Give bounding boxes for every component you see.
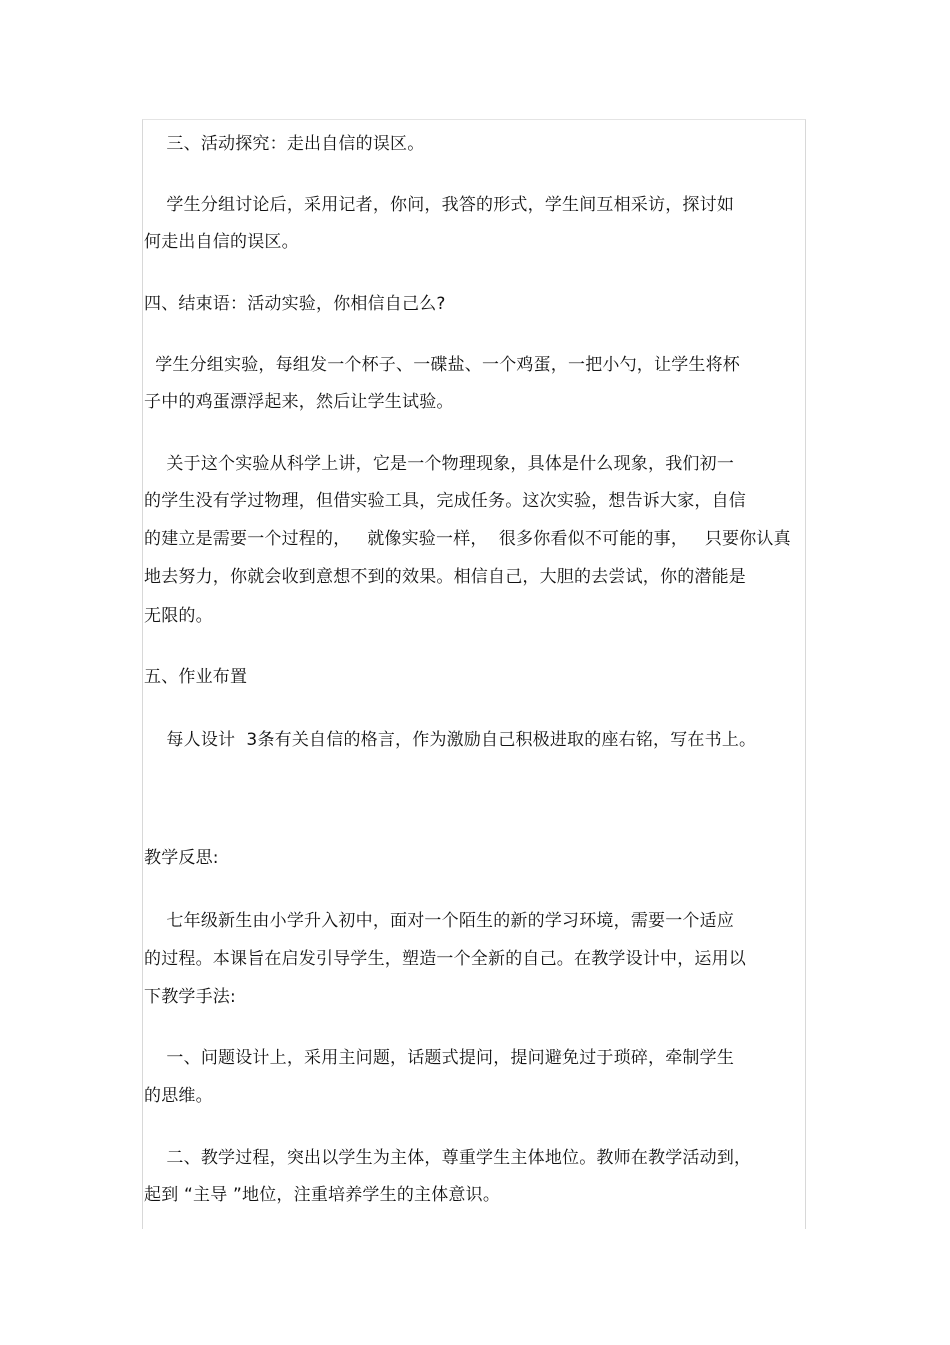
paragraph-line: 学生分组实验，每组发一个杯子、一碟盐、一个鸡蛋，一把小勺，让学生将杯 bbox=[144, 355, 741, 375]
paragraph-line: 起到 “主导 ”地位，注重培养学生的主体意识。 bbox=[144, 1185, 501, 1205]
paragraph-line: 子中的鸡蛋漂浮起来，然后让学生试验。 bbox=[144, 392, 454, 412]
paragraph-line: 学生分组讨论后，采用记者，你问，我答的形式，学生间互相采访，探讨如 bbox=[144, 195, 735, 215]
paragraph-line: 无限的。 bbox=[144, 606, 213, 626]
paragraph-line: 每人设计 3条有关自信的格言，作为激励自己积极进取的座右铭，写在书上。 bbox=[144, 730, 757, 750]
paragraph-line: 何走出自信的误区。 bbox=[144, 232, 299, 252]
section-heading-reflection: 教学反思: bbox=[144, 848, 219, 868]
paragraph-line: 七年级新生由小学升入初中，面对一个陌生的新的学习环境，需要一个适应 bbox=[144, 911, 735, 931]
section-heading-activity: 三、活动探究：走出自信的误区。 bbox=[144, 134, 425, 154]
section-heading-homework: 五、作业布置 bbox=[144, 667, 248, 687]
paragraph-line: 地去努力，你就会收到意想不到的效果。相信自己，大胆的去尝试，你的潜能是 bbox=[144, 567, 746, 587]
paragraph-line: 二、教学过程，突出以学生为主体，尊重学生主体地位。教师在教学活动到， bbox=[144, 1148, 752, 1168]
paragraph-line: 的思维。 bbox=[144, 1086, 213, 1106]
paragraph-line: 的过程。本课旨在启发引导学生，塑造一个全新的自己。在教学设计中，运用以 bbox=[144, 949, 746, 969]
paragraph-line: 下教学手法: bbox=[144, 987, 236, 1007]
paragraph-line: 的建立是需要一个过程的， 就像实验一样， 很多你看似不可能的事， 只要你认真 bbox=[144, 529, 791, 549]
paragraph-line: 关于这个实验从科学上讲，它是一个物理现象，具体是什么现象，我们初一 bbox=[144, 454, 735, 474]
paragraph-line: 一、问题设计上，采用主问题，话题式提问，提问避免过于琐碎，牵制学生 bbox=[144, 1048, 735, 1068]
section-heading-conclusion: 四、结束语：活动实验，你相信自己么? bbox=[144, 294, 446, 314]
paragraph-line: 的学生没有学过物理，但借实验工具，完成任务。这次实验，想告诉大家，自信 bbox=[144, 491, 746, 511]
